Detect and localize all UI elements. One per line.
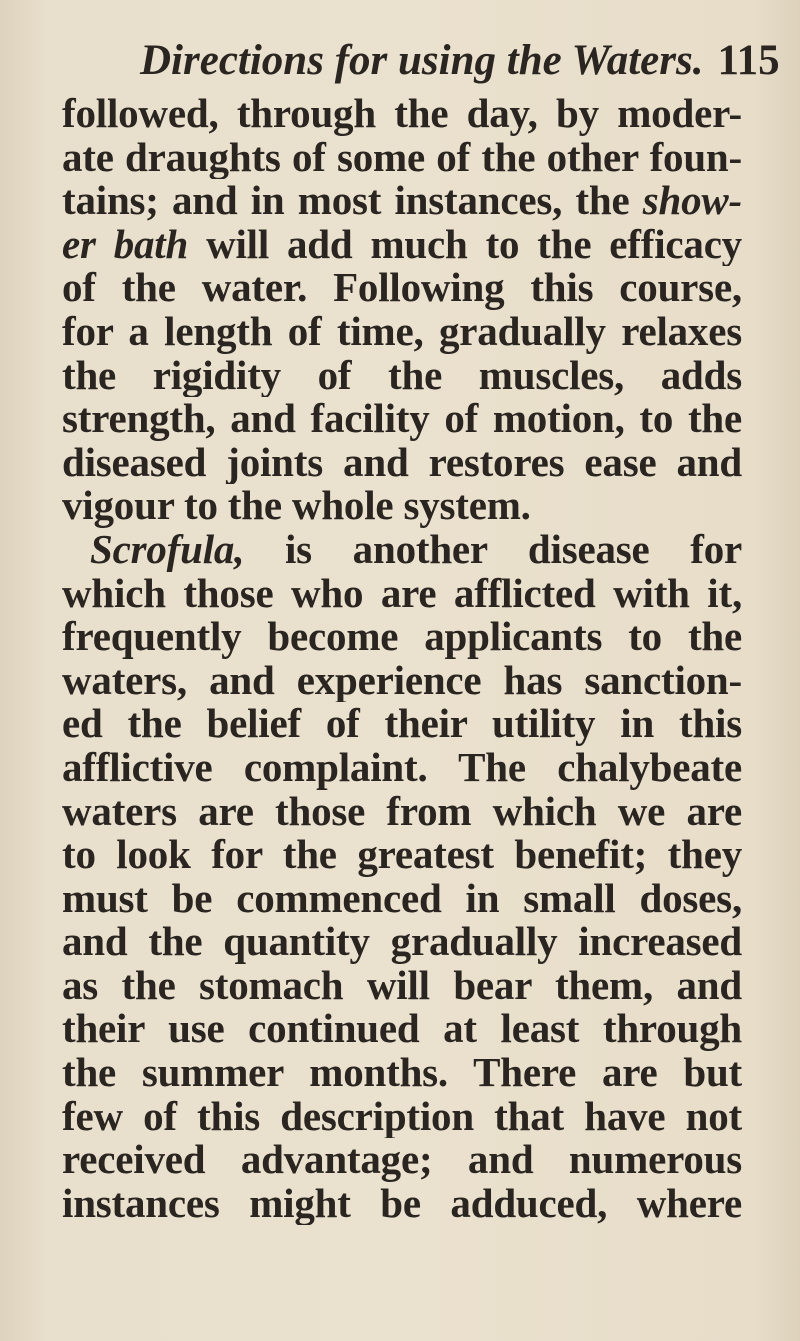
page-number: 115 [717,37,780,84]
line-text: ed the belief of their utility in this [62,702,742,746]
text-line [62,266,742,310]
text-line [62,528,742,572]
line-text: waters are those from which we are [62,789,742,834]
line-text: waters, and experience has sanction- [62,658,742,703]
line-text: instances might be adduced, where [62,1181,742,1226]
line-text: and the quantity gradually increased [62,920,742,964]
text-line [62,223,742,267]
line-text: to look for the greatest benefit; they [62,833,742,877]
line-text: must be commenced in small doses, [62,876,742,921]
text-line [62,1051,742,1095]
line-text: their use continued at least through [62,1007,742,1052]
text-line [62,1007,742,1051]
text-line [62,1182,742,1226]
line-text: the summer months. There are but [62,1051,742,1095]
text-line [62,441,742,485]
text-line [62,702,742,746]
text-line [62,484,742,528]
text-line [62,659,742,703]
line-text: frequently become applicants to the [62,615,742,659]
line-text: ate draughts of some of the other foun- [62,135,742,180]
line-text: vigour to the whole system. [62,482,531,529]
line-text: will add much to the efficacy [188,222,742,267]
italic-text: er bath [62,222,189,267]
text-line [62,179,742,223]
text-line [62,877,742,921]
text-line [62,354,742,398]
text-line [62,1095,742,1139]
text-line [62,136,742,180]
line-text: which those who are afflicted with it, [62,571,742,616]
text-line [62,790,742,834]
line-text: few of this description that have not [62,1094,742,1139]
line-text: of the water. Following this course, [62,266,742,310]
running-head [140,36,780,96]
line-text: received advantage; and numerous [62,1138,742,1182]
text-line [62,397,742,441]
text-line [62,615,742,659]
line-text: as the stomach will bear them, and [62,963,742,1008]
italic-text: Scrofula, [90,527,245,572]
line-text: followed, through the day, by moder- [62,92,742,136]
running-head-title: Directions for using the Waters. [140,37,704,84]
line-text: diseased joints and restores ease and [62,440,742,485]
line-text: afflictive complaint. The chalybeate [62,745,742,790]
text-line [62,964,742,1008]
text-line [62,920,742,964]
line-text: strength, and facility of motion, to the [62,397,742,441]
text-line [62,310,742,354]
text-line [62,92,742,136]
line-text: is another disease for [244,527,742,572]
text-line [62,572,742,616]
text-line [62,1138,742,1182]
text-line [62,833,742,877]
italic-text: show- [642,179,742,223]
text-line [62,746,742,790]
line-text: for a length of time, gradually relaxes [62,309,742,354]
line-text: tains; and in most instances, the [62,179,643,223]
body-text [62,92,742,1225]
line-text: the rigidity of the muscles, adds [62,353,742,398]
